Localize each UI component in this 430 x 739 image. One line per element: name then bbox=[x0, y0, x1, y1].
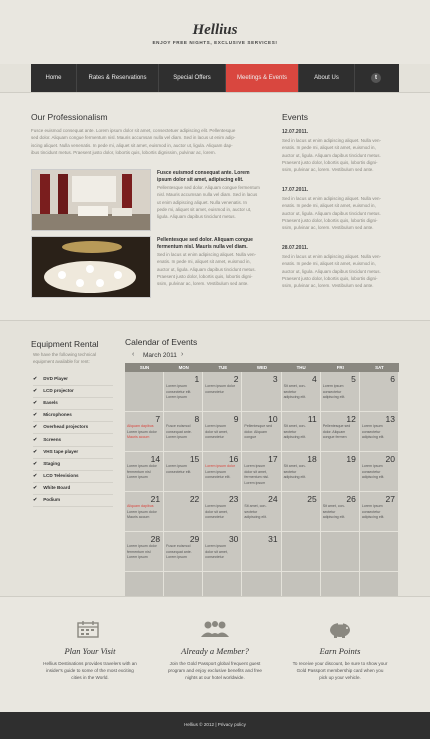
calendar-event-text[interactable]: Sit amet, con- sectetur adipiscing elit. bbox=[244, 504, 267, 520]
calendar-grid bbox=[125, 372, 399, 612]
calendar-day-22[interactable] bbox=[164, 492, 203, 532]
calendar-day-number: 31 bbox=[268, 534, 278, 544]
equipment-title: Equipment Rental bbox=[31, 339, 99, 349]
calendar-event-text[interactable]: Lorem ipsum dolor consectetur bbox=[205, 384, 236, 394]
equipment-item: ✔ LCD Televisions bbox=[33, 473, 113, 479]
calendar-day-number: 27 bbox=[385, 494, 395, 504]
feature-text-member: Join the Gold Passport global frequent guest program and enjoy exclusive benefits and free nights at our hotel worldwide. bbox=[168, 661, 262, 681]
twitter-icon[interactable]: t bbox=[371, 73, 381, 83]
calendar-day-number: 6 bbox=[390, 374, 395, 384]
calendar-day-number: 23 bbox=[228, 494, 239, 504]
nav-social[interactable] bbox=[365, 64, 387, 92]
calendar-day-number: 28 bbox=[150, 534, 161, 544]
calendar-day-13[interactable] bbox=[360, 412, 399, 452]
calendar-prev-button[interactable]: ‹ bbox=[132, 351, 135, 358]
calendar-day-number: 3 bbox=[272, 374, 278, 384]
event-text-1: Sed in lacus ut enim adipiscing aliquet. Nulla ven- enatis. In pede mi, aliquet sit amet, euismod in, auctor ut, ligula. Aliquam dapibus tincidunt metus. Praesent justo dolor, lobortis quis, lobortis digni- ssim, pulvinar ac, lorem. Vestibulum sed ante. bbox=[282, 138, 382, 173]
equipment-divider bbox=[33, 470, 113, 471]
main-nav bbox=[31, 64, 399, 92]
calendar-event-text[interactable]: Lorem ipsum dolor sit amet, fermentum nisl. Lorem ipsum bbox=[244, 464, 269, 485]
equipment-item: ✔ Microphones bbox=[33, 412, 113, 418]
calendar-event-text[interactable]: Lorem ipsum consectetur adipiscing elit. bbox=[361, 504, 385, 520]
calendar-day-number: 19 bbox=[346, 454, 356, 464]
calendar-day-2[interactable] bbox=[203, 372, 242, 412]
calendar-day-12[interactable] bbox=[321, 412, 360, 452]
calendar-event-text[interactable]: Lorem ipsum dolor sit amet, consectetur bbox=[205, 544, 228, 560]
calendar-event-text[interactable]: Lorem ipsum dolor Lorem ipsum consectetur elit. bbox=[205, 464, 236, 480]
calendar-day-27[interactable] bbox=[360, 492, 399, 532]
professionalism-intro: Fusce euismod consequat ante. Lorem ipsum dolor sit amet, consectetuer adipiscing elit. Pellentesque sed dolor. Aliquam congue fermentum nisl. Mauris accumsan nulla vel diam. Sed in lacus ut enim adip- iscing aliquet. Nulla venenatis. In pede mi, aliquet sit amet, euismod in, auctor ut, ligula. Aliquam dap- ibus tincidunt metus. Praesent justo dolor, lobortis quis, lobortis dignissim, pulvinar ac, lorem. bbox=[31, 128, 236, 155]
weekday-label: SAT bbox=[375, 365, 384, 370]
calendar-day-21[interactable] bbox=[125, 492, 164, 532]
calendar-day-9[interactable] bbox=[203, 412, 242, 452]
calendar-day-7[interactable] bbox=[125, 412, 164, 452]
calendar-event-text[interactable]: Lorem ipsum dolor fermentum nisl Lorem ipsum bbox=[127, 544, 157, 560]
weekday-label: FRI bbox=[336, 365, 344, 370]
calendar-day-number: 16 bbox=[228, 454, 239, 464]
nav-item-home[interactable]: Home bbox=[31, 64, 77, 92]
equipment-divider bbox=[33, 506, 113, 507]
professionalism-item2-title: Pellentesque sed dolor. Aliquam congue fermentum nisl. Mauris nulla vel diam. bbox=[157, 237, 253, 251]
calendar-day-number: 11 bbox=[307, 414, 317, 424]
calendar-month: March 2011 bbox=[143, 352, 177, 359]
calendar-event-text[interactable]: Lorem ipsum dolor sit amet, consectetur bbox=[205, 504, 228, 520]
calendar-day-number: 29 bbox=[189, 534, 200, 544]
calendar-day-number: 13 bbox=[385, 414, 395, 424]
calendar-day-17[interactable] bbox=[242, 452, 281, 492]
calendar-event-text[interactable]: Aliquam dapibus Lorem ipsum dolor Mauris accum bbox=[127, 504, 157, 520]
calendar-day-16[interactable] bbox=[203, 452, 242, 492]
equipment-divider bbox=[33, 421, 113, 422]
calendar-event-text[interactable]: Sit amet, con- sectetur adipiscing elit. bbox=[283, 424, 307, 440]
equipment-item: ✔ Staging bbox=[33, 461, 113, 467]
calendar-day-30[interactable] bbox=[203, 532, 242, 572]
events-title: Events bbox=[282, 112, 308, 122]
feature-title-member[interactable]: Already a Member? bbox=[181, 646, 249, 656]
equipment-divider bbox=[33, 458, 113, 459]
calendar-day-number: 25 bbox=[307, 494, 317, 504]
calendar-empty-cell bbox=[125, 372, 164, 412]
calendar-event-text[interactable]: Lorem ipsum consectetur adipiscing elit. bbox=[322, 384, 346, 400]
weekday-label: SUN bbox=[139, 365, 150, 370]
calendar-event-text[interactable]: Sit amet, con- sectetur adipiscing elit. bbox=[322, 504, 346, 520]
calendar-title: Calendar of Events bbox=[125, 337, 198, 347]
feature-text-earn-points: To receive your discount, be sure to show your Gold Passport membership card when you pick up your vehicle. bbox=[292, 661, 388, 681]
calendar-day-number: 14 bbox=[150, 454, 161, 464]
piggy-bank-icon bbox=[327, 620, 353, 638]
nav-item-meetings-events[interactable]: Meetings & Events bbox=[226, 64, 299, 92]
equipment-divider bbox=[33, 482, 113, 483]
calendar-day-8[interactable] bbox=[164, 412, 203, 452]
calendar-event-text[interactable]: Fusce euismod consequat ante. Lorem ipsum bbox=[166, 544, 192, 560]
professionalism-title: Our Professionalism bbox=[31, 112, 108, 122]
weekday-label: THU bbox=[296, 365, 306, 370]
equipment-item: ✔ DVD Player bbox=[33, 376, 113, 382]
calendar-empty-cell bbox=[321, 532, 360, 572]
living-room-photo bbox=[31, 169, 151, 231]
nav-item-rates[interactable]: Rates & Reservations bbox=[77, 64, 159, 92]
professionalism-item2-text: Sed in lacus ut enim adipiscing aliquet. Nulla ven- enatis. In pede mi, aliquet sit amet, euismod in, auctor ut, ligula. Aliquam dapibus tincidunt metus. Praesent justo dolor, lobortis quis, lobortis digni- ssim, pulvinar ac, lorem. Vestibulum sed ante. bbox=[157, 252, 257, 287]
calendar-icon bbox=[77, 620, 99, 638]
calendar-day-1[interactable] bbox=[164, 372, 203, 412]
calendar-day-number: 24 bbox=[268, 494, 278, 504]
calendar-day-3[interactable] bbox=[242, 372, 281, 412]
equipment-divider bbox=[33, 494, 113, 495]
equipment-item: ✔ Podium bbox=[33, 497, 113, 503]
calendar-day-23[interactable] bbox=[203, 492, 242, 532]
feature-title-earn-points[interactable]: Earn Points bbox=[319, 646, 361, 656]
event-date-1[interactable]: 12.07.2011. bbox=[282, 129, 309, 135]
event-date-2[interactable]: 17.07.2011. bbox=[282, 187, 309, 193]
calendar-day-11[interactable] bbox=[282, 412, 321, 452]
calendar-day-5[interactable] bbox=[321, 372, 360, 412]
equipment-item: ✔ VHS tape player bbox=[33, 449, 113, 455]
weekday-label: WED bbox=[256, 365, 268, 370]
event-text-2: Sed in lacus ut enim adipiscing aliquet. Nulla ven- enatis. In pede mi, aliquet sit amet, euismod in, auctor ut, ligula. Aliquam dapibus tincidunt metus. Praesent justo dolor, lobortis quis, lobortis digni- ssim, pulvinar ac, lorem. Vestibulum sed ante. bbox=[282, 196, 382, 231]
equipment-divider bbox=[33, 385, 113, 386]
calendar-day-24[interactable] bbox=[242, 492, 281, 532]
calendar-day-14[interactable] bbox=[125, 452, 164, 492]
footer-text[interactable]: Hellius © 2012 | Privacy policy bbox=[184, 722, 246, 727]
equipment-divider bbox=[33, 397, 113, 398]
calendar-day-number: 1 bbox=[194, 374, 200, 384]
calendar-day-4[interactable] bbox=[282, 372, 321, 412]
equipment-item: ✔ Overhead projectors bbox=[33, 424, 113, 430]
nav-item-special-offers[interactable]: Special Offers bbox=[159, 64, 226, 92]
equipment-divider bbox=[33, 433, 113, 434]
calendar-day-26[interactable] bbox=[321, 492, 360, 532]
calendar-day-number: 30 bbox=[228, 534, 239, 544]
calendar-day-28[interactable] bbox=[125, 532, 164, 572]
weekday-label: MON bbox=[178, 365, 189, 370]
calendar-day-number: 17 bbox=[268, 454, 278, 464]
calendar-day-20[interactable] bbox=[360, 452, 399, 492]
calendar-day-number: 2 bbox=[233, 374, 239, 384]
weekday-label: TUE bbox=[218, 365, 228, 370]
calendar-day-31[interactable] bbox=[242, 532, 281, 572]
calendar-event-text[interactable]: Lorem ipsum consectetur elit. Lorem ipsum bbox=[166, 384, 192, 400]
calendar-day-number: 4 bbox=[311, 374, 317, 384]
calendar-event-text[interactable]: Lorem ipsum dolor fermentum nisl Lorem ipsum bbox=[127, 464, 157, 480]
people-icon bbox=[200, 620, 230, 638]
calendar-day-15[interactable] bbox=[164, 452, 203, 492]
professionalism-item1-text: Pellentesque sed dolor. Aliquam congue fermentum nisl. Mauris accumsan nulla vel diam. Sed in lacus ut enim adipiscing aliquet. Nulla venenatis. In pede mi, aliquet sit amet, euismod in, auctor ut, ligula. Aliquam dapibus tincidunt metus. bbox=[157, 185, 260, 220]
calendar-weekday-header bbox=[125, 363, 399, 372]
calendar-day-number: 21 bbox=[150, 494, 161, 504]
calendar-day-number: 26 bbox=[346, 494, 356, 504]
calendar-day-19[interactable] bbox=[321, 452, 360, 492]
calendar-event-text[interactable]: Fusce euismod consequat ante. Lorem ipsum bbox=[166, 424, 192, 440]
calendar-event-text[interactable]: Pellentesque sed dolor. Aliquam congue fermen bbox=[322, 424, 351, 440]
calendar-event-text[interactable]: Lorem ipsum consectetur adipiscing elit. bbox=[361, 424, 385, 440]
calendar-day-number: 15 bbox=[189, 454, 200, 464]
calendar-day-10[interactable] bbox=[242, 412, 281, 452]
calendar-event-text[interactable]: Pellentesque sed dolor. Aliquam congue bbox=[244, 424, 272, 440]
calendar-next-button[interactable]: › bbox=[181, 351, 184, 358]
calendar-event-text[interactable]: Lorem ipsum dolor sit amet, consectetur bbox=[205, 424, 228, 440]
calendar-day-number: 12 bbox=[346, 414, 356, 424]
calendar-day-18[interactable] bbox=[282, 452, 321, 492]
professionalism-item1-title: Fusce euismod consequat ante. Lorem ipsum dolor sit amet, adipiscing elit. bbox=[157, 170, 250, 184]
calendar-event-text[interactable]: Aliquam dapibus Lorem ipsum dolor Mauris accum bbox=[127, 424, 157, 440]
equipment-divider bbox=[33, 446, 113, 447]
calendar-event-text[interactable]: Sit amet, con- sectetur adipiscing elit. bbox=[283, 464, 307, 480]
calendar-event-text[interactable]: Lorem ipsum consectetur adipiscing elit. bbox=[361, 464, 385, 480]
equipment-item: ✔ Easels bbox=[33, 400, 113, 406]
site-tagline: ENJOY FREE NIGHTS, EXCLUSIVE SERVICES! bbox=[152, 40, 278, 45]
equipment-intro: We have the following technical equipment available for rent: bbox=[33, 352, 96, 365]
calendar-day-number: 18 bbox=[307, 454, 317, 464]
calendar-empty-cell bbox=[360, 532, 399, 572]
site-logo[interactable]: Hellius bbox=[192, 22, 238, 38]
calendar-day-29[interactable] bbox=[164, 532, 203, 572]
calendar-day-number: 20 bbox=[385, 454, 395, 464]
calendar-day-number: 8 bbox=[194, 414, 200, 424]
calendar-day-25[interactable] bbox=[282, 492, 321, 532]
calendar-day-6[interactable] bbox=[360, 372, 399, 412]
feature-title-plan-visit[interactable]: Plan Your Visit bbox=[64, 646, 116, 656]
feature-text-plan-visit: Hellius Destinations provides travelers with an insider's guide to some of the most exciting cities in the World. bbox=[43, 661, 137, 681]
equipment-item: ✔ LCD projector bbox=[33, 388, 113, 394]
equipment-item: ✔ White Board bbox=[33, 485, 113, 491]
calendar-day-number: 22 bbox=[189, 494, 200, 504]
nav-item-about-us[interactable]: About Us bbox=[299, 64, 355, 92]
calendar-day-number: 9 bbox=[233, 414, 239, 424]
calendar-day-number: 5 bbox=[351, 374, 356, 384]
calendar-day-number: 10 bbox=[268, 414, 278, 424]
equipment-item: ✔ Screens bbox=[33, 437, 113, 443]
equipment-divider bbox=[33, 409, 113, 410]
calendar-event-text[interactable]: Lorem ipsum consectetur elit. bbox=[166, 464, 192, 474]
event-date-3[interactable]: 28.07.2011. bbox=[282, 245, 309, 251]
banquet-photo bbox=[31, 236, 151, 298]
event-text-3: Sed in lacus ut enim adipiscing aliquet. Nulla ven- enatis. In pede mi, aliquet sit amet, euismod in, auctor ut, ligula. Aliquam dapibus tincidunt metus. Praesent justo dolor, lobortis quis, lobortis digni- ssim, pulvinar ac, lorem. Vestibulum sed ante. bbox=[282, 254, 382, 289]
calendar-event-text[interactable]: Sit amet, con- sectetur adipiscing elit. bbox=[283, 384, 307, 400]
calendar-empty-cell bbox=[282, 532, 321, 572]
calendar-day-number: 7 bbox=[155, 414, 161, 424]
